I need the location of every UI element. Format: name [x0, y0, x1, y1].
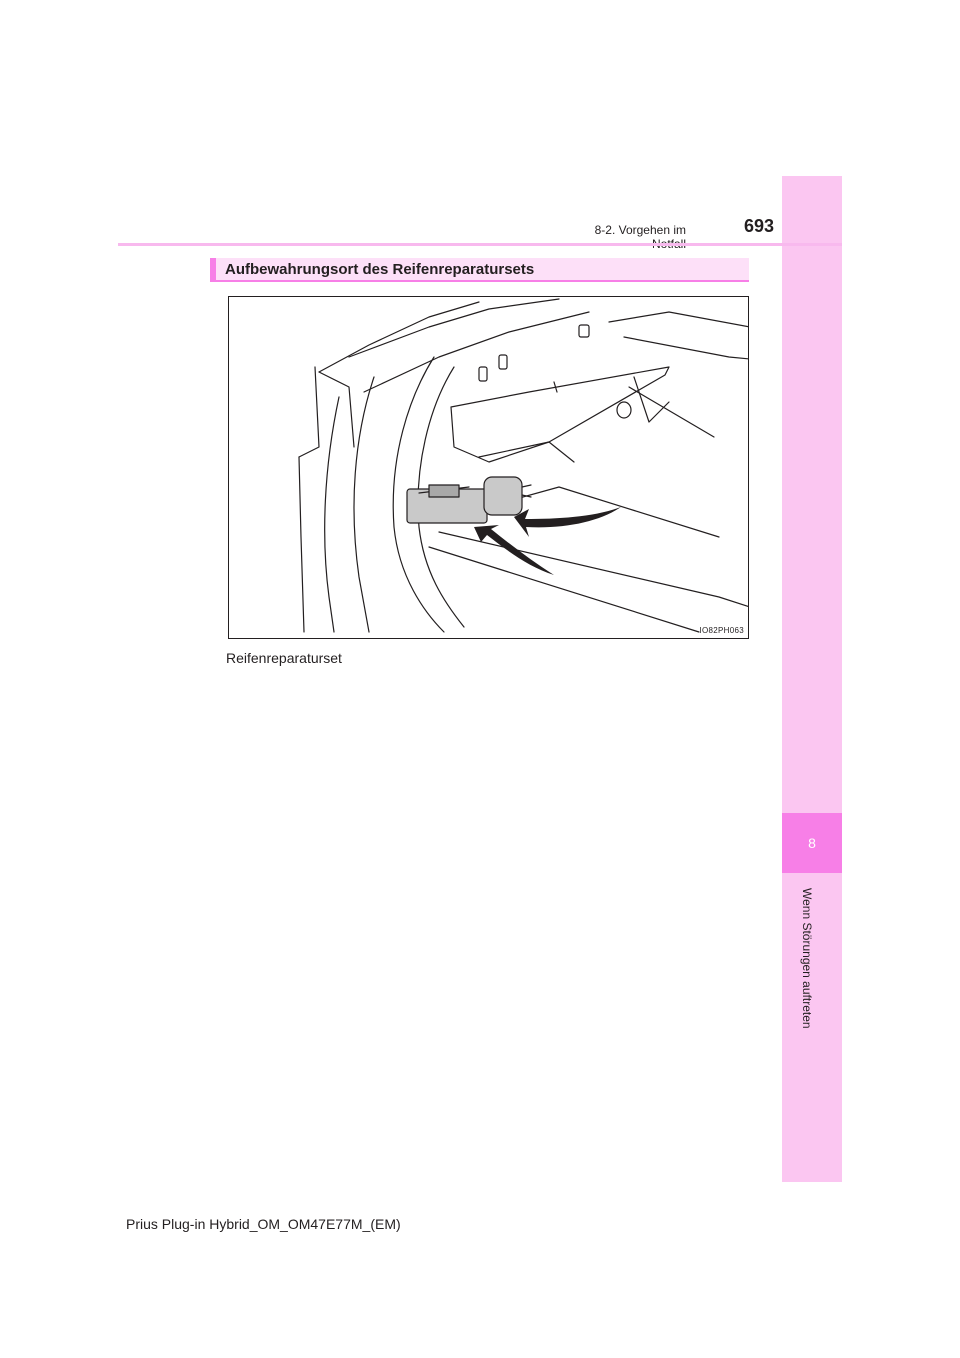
chapter-number: 8	[808, 835, 816, 851]
document-footer: Prius Plug-in Hybrid_OM_OM47E77M_(EM)	[126, 1216, 401, 1232]
trunk-illustration	[229, 297, 749, 639]
chapter-number-tab[interactable]	[782, 813, 842, 873]
section-breadcrumb: 8-2. Vorgehen im	[594, 223, 686, 237]
section-heading	[210, 258, 749, 282]
page-number: 693	[743, 216, 774, 236]
figure-code: IO82PH063	[699, 626, 744, 635]
header-divider	[118, 243, 842, 246]
figure-caption: Reifenreparaturset	[226, 650, 342, 666]
chapter-title: Wenn Störungen auftreten	[800, 888, 814, 1029]
section-heading-text: Aufbewahrungsort des Reifenreparatursets	[225, 260, 535, 278]
illustration-luggage-compartment	[228, 296, 749, 639]
